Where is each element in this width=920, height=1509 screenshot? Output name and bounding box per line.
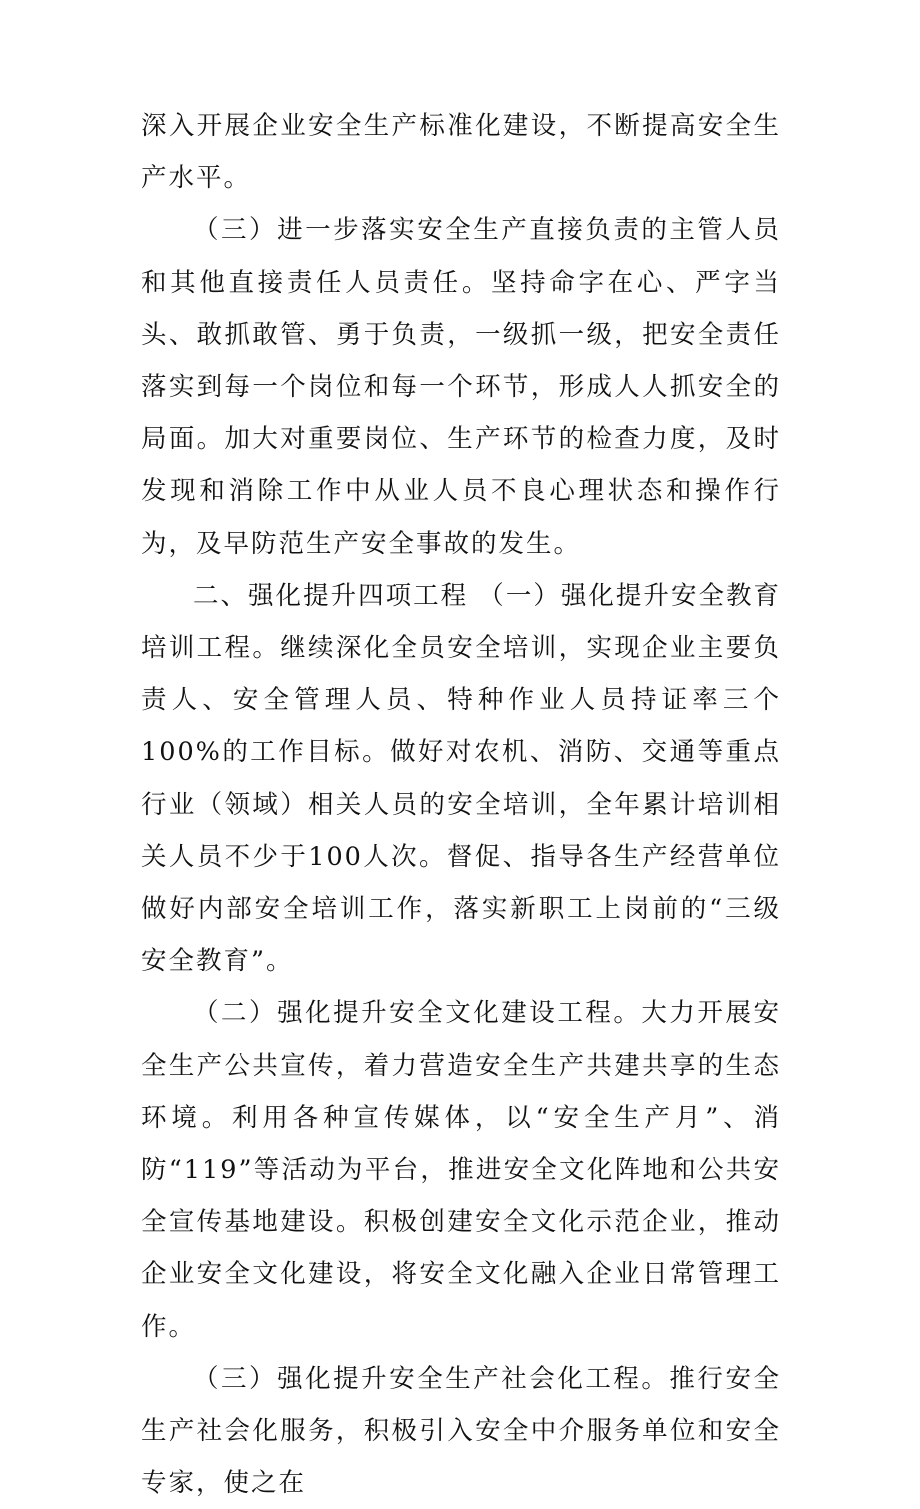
paragraph-continuation: 深入开展企业安全生产标准化建设，不断提高安全生产水平。 xyxy=(141,111,781,194)
paragraph-socialization: （三）强化提升安全生产社会化工程。推行安全生产社会化服务，积极引入安全中介服务单位和安全专家，使之在 xyxy=(141,1363,781,1499)
document-body xyxy=(141,100,781,1509)
paragraph-section-3-responsibility: （三）进一步落实安全生产直接负责的主管人员和其他直接责任人员责任。坚持命字在心、严字当头、敢抓敢管、勇于负责，一级抓一级，把安全责任落实到每一个岗位和每一个环节，形成人人抓安全的局面。加大对重要岗位、生产环节的检查力度，及时发现和消除工作中从业人员不良心理状态和操作行为，及早防范生产安全事故的发生。 xyxy=(141,215,781,559)
paragraph-four-projects-training: 二、强化提升四项工程 （一）强化提升安全教育培训工程。继续深化全员安全培训，实现企业主要负责人、安全管理人员、特种作业人员持证率三个100%的工作目标。做好对农机、消防、交通等重点行业（领域）相关人员的安全培训，全年累计培训相关人员不少于100人次。督促、指导各生产经营单位做好内部安全培训工作，落实新职工上岗前的“三级安全教育”。 xyxy=(141,580,781,977)
paragraph-safety-culture: （二）强化提升安全文化建设工程。大力开展安全生产公共宣传，着力营造安全生产共建共享的生态环境。利用各种宣传媒体，以“安全生产月”、消防“119”等活动为平台，推进安全文化阵地和公共安全宣传基地建设。积极创建安全文化示范企业，推动企业安全文化建设，将安全文化融入企业日常管理工作。 xyxy=(141,998,781,1342)
